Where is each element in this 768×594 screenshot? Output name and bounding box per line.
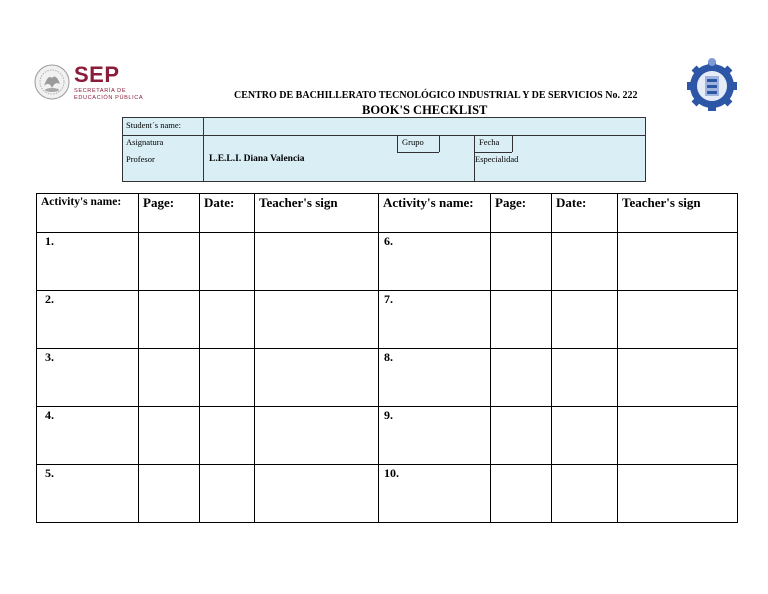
date-cell[interactable] <box>552 407 618 465</box>
sign-cell[interactable] <box>255 349 379 407</box>
page-cell[interactable] <box>491 349 552 407</box>
sep-subtitle-line2: EDUCACIÓN PÚBLICA <box>74 95 144 101</box>
page-cell[interactable] <box>491 291 552 349</box>
table-row <box>37 291 738 349</box>
page-cell[interactable] <box>139 233 200 291</box>
sign-cell[interactable] <box>255 407 379 465</box>
page-cell[interactable] <box>491 407 552 465</box>
date-label: Fecha <box>479 137 500 147</box>
sign-cell[interactable] <box>255 233 379 291</box>
date-cell[interactable] <box>200 407 255 465</box>
page-cell[interactable] <box>491 233 552 291</box>
table-row <box>37 407 738 465</box>
student-name-label: Student´s name: <box>126 120 182 130</box>
column-header-teacher-sign-2: Teacher's sign <box>618 194 738 233</box>
column-header-activity: Activity's name: <box>37 194 139 233</box>
page-cell[interactable] <box>491 465 552 523</box>
date-cell[interactable] <box>200 349 255 407</box>
page-cell[interactable] <box>139 465 200 523</box>
sign-cell[interactable] <box>618 291 738 349</box>
table-row <box>37 233 738 291</box>
activity-cell[interactable]: 7. <box>379 291 491 349</box>
document-title: BOOK'S CHECKLIST <box>362 103 488 117</box>
sign-cell[interactable] <box>618 349 738 407</box>
date-cell[interactable] <box>200 291 255 349</box>
sep-logo <box>34 64 149 104</box>
national-seal-icon <box>34 64 70 100</box>
sign-cell[interactable] <box>618 407 738 465</box>
column-header-page: Page: <box>139 194 200 233</box>
table-header-row <box>37 194 738 233</box>
activity-cell[interactable]: 4. <box>37 407 139 465</box>
date-cell[interactable] <box>552 291 618 349</box>
table-row <box>37 349 738 407</box>
group-label: Grupo <box>402 137 424 147</box>
activity-cell[interactable]: 1. <box>37 233 139 291</box>
institution-name: CENTRO DE BACHILLERATO TECNOLÓGICO INDUSTRIAL Y DE SERVICIOS No. 222 <box>234 90 638 101</box>
page-cell[interactable] <box>139 349 200 407</box>
activity-cell[interactable]: 6. <box>379 233 491 291</box>
activity-cell[interactable]: 2. <box>37 291 139 349</box>
teacher-name: L.E.L.I. Diana Valencia <box>209 154 305 164</box>
page-cell[interactable] <box>139 407 200 465</box>
activity-cell[interactable]: 9. <box>379 407 491 465</box>
sign-cell[interactable] <box>255 465 379 523</box>
date-cell[interactable] <box>552 233 618 291</box>
column-header-activity-2: Activity's name: <box>379 194 491 233</box>
sep-wordmark: SEP <box>74 62 120 87</box>
date-cell[interactable] <box>552 349 618 407</box>
checklist-table <box>36 193 738 523</box>
activity-cell[interactable]: 10. <box>379 465 491 523</box>
table-row <box>37 465 738 523</box>
column-header-page-2: Page: <box>491 194 552 233</box>
sep-subtitle-line1: SECRETARÍA DE <box>74 88 127 94</box>
activity-cell[interactable]: 3. <box>37 349 139 407</box>
specialty-label: Especialidad <box>475 154 519 164</box>
school-emblem-icon <box>686 56 738 114</box>
date-cell[interactable] <box>552 465 618 523</box>
teacher-label: Profesor <box>126 154 155 164</box>
student-info-box <box>122 117 646 182</box>
column-header-date: Date: <box>200 194 255 233</box>
student-name-field[interactable] <box>207 120 637 133</box>
date-cell[interactable] <box>200 465 255 523</box>
activity-cell[interactable]: 5. <box>37 465 139 523</box>
sign-cell[interactable] <box>618 233 738 291</box>
subject-label: Asignatura <box>126 137 164 147</box>
activity-cell[interactable]: 8. <box>379 349 491 407</box>
column-header-teacher-sign: Teacher's sign <box>255 194 379 233</box>
sign-cell[interactable] <box>255 291 379 349</box>
date-cell[interactable] <box>200 233 255 291</box>
column-header-date-2: Date: <box>552 194 618 233</box>
sign-cell[interactable] <box>618 465 738 523</box>
page-cell[interactable] <box>139 291 200 349</box>
